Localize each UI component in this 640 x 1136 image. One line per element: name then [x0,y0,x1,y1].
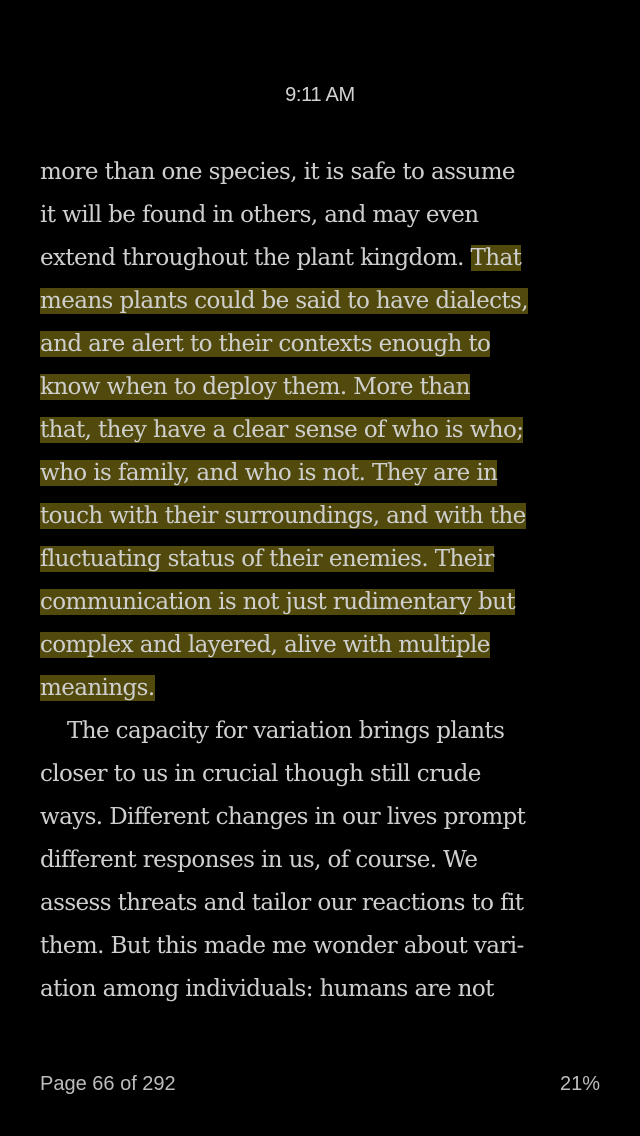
line-text: ation among individuals: humans are not [40,976,494,1002]
text-line [40,839,610,882]
book-page-text[interactable] [40,151,610,1011]
status-bar-time: 9:11 AM [285,84,355,106]
text-line [40,452,610,495]
line-text: it will be found in others, and may even [40,202,479,228]
line-text: extend throughout the plant kingdom. [40,245,471,271]
page-number-label: Page 66 of 292 [40,1073,176,1095]
highlighted-text[interactable]: touch with their surroundings, and with the [40,503,526,529]
line-text: different responses in us, of course. We [40,847,478,873]
text-line [40,280,610,323]
highlighted-text[interactable]: know when to deploy them. More than [40,374,470,400]
highlighted-text[interactable]: that, they have a clear sense of who is who; [40,417,524,443]
text-line [40,409,610,452]
highlighted-text[interactable]: meanings. [40,675,155,701]
highlighted-text[interactable]: fluctuating status of their enemies. Their [40,546,494,572]
text-line [40,710,610,753]
line-text: more than one species, it is safe to assume [40,159,515,185]
text-line [40,366,610,409]
highlighted-text[interactable]: complex and layered, alive with multiple [40,632,490,658]
text-line [40,581,610,624]
text-line [40,495,610,538]
line-text: assess threats and tailor our reactions to fit [40,890,524,916]
text-line [40,237,610,280]
text-line [40,151,610,194]
reading-progress-label: 21% [559,1073,600,1095]
line-text: ways. Different changes in our lives prompt [40,804,526,830]
text-line [40,925,610,968]
highlighted-text[interactable]: communication is not just rudimentary but [40,589,516,615]
line-text: The capacity for variation brings plants [67,718,505,744]
highlighted-text[interactable]: means plants could be said to have dialects, [40,288,528,314]
text-line [40,624,610,667]
text-line [40,796,610,839]
line-text: closer to us in crucial though still crude [40,761,481,787]
highlighted-text[interactable]: and are alert to their contexts enough to [40,331,491,357]
text-line [40,194,610,237]
text-line [40,753,610,796]
highlighted-text[interactable]: who is family, and who is not. They are in [40,460,498,486]
text-line [40,667,610,710]
text-line [40,323,610,366]
text-line [40,882,610,925]
highlighted-text[interactable]: That [470,245,522,271]
line-text: them. But this made me wonder about vari- [40,933,524,959]
text-line [40,538,610,581]
text-line [40,968,610,1011]
